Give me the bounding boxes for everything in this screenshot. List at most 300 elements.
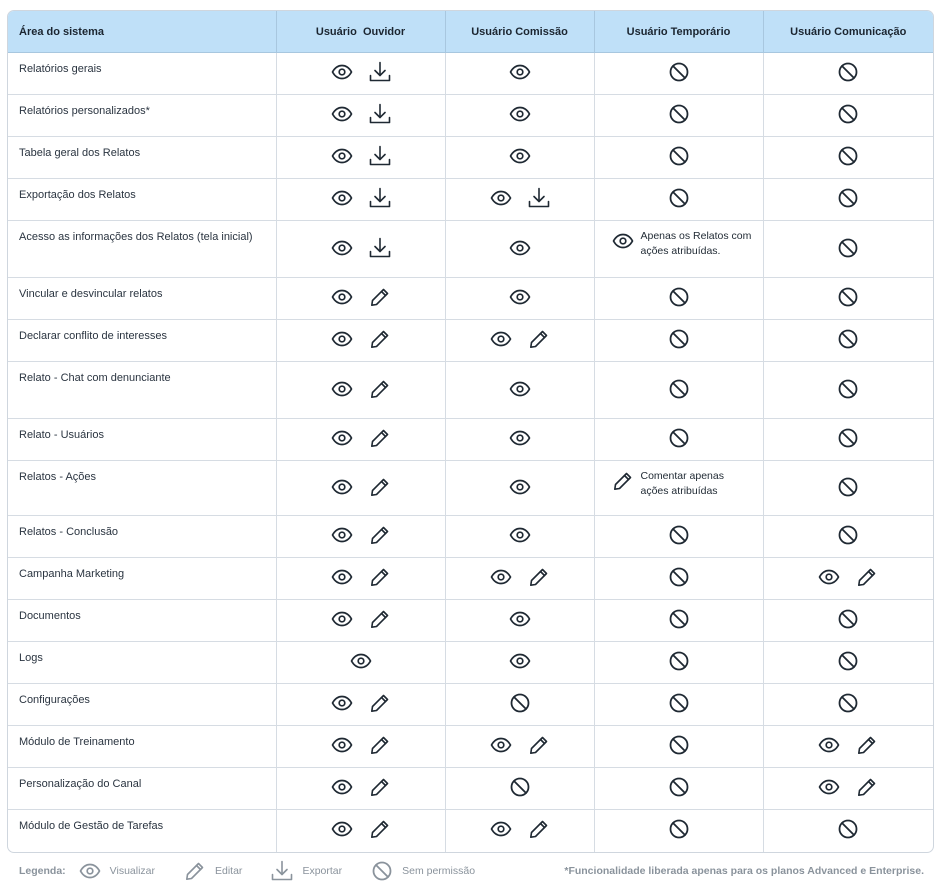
cell-temporario <box>594 179 763 221</box>
eye-icon <box>508 607 532 631</box>
cell-comissao <box>445 179 594 221</box>
permission-icons <box>667 102 691 126</box>
permission-icons <box>817 565 879 589</box>
permission-icons <box>330 285 392 309</box>
eye-icon <box>508 377 532 401</box>
permission-icons <box>508 426 532 450</box>
row-area-label: Vincular e desvincular relatos <box>8 278 276 320</box>
cell-comissao <box>445 810 594 852</box>
legend-export <box>270 859 342 883</box>
table-row <box>8 768 933 810</box>
eye-icon <box>508 60 532 84</box>
permission-icons <box>330 327 392 351</box>
permission-icons <box>508 475 532 499</box>
cell-temporario <box>594 362 763 419</box>
permission-icons <box>330 186 392 210</box>
permission-icons <box>836 607 860 631</box>
permission-icons <box>836 475 860 499</box>
eye-icon <box>508 102 532 126</box>
eye-icon <box>330 377 354 401</box>
cell-ouvidor <box>276 278 445 320</box>
row-area-label: Relato - Chat com denunciante <box>8 362 276 419</box>
cell-ouvidor <box>276 516 445 558</box>
pencil-icon <box>368 817 392 841</box>
permission-icons <box>836 102 860 126</box>
row-area-label: Relatos - Ações <box>8 461 276 516</box>
table-row <box>8 461 933 516</box>
eye-icon <box>330 565 354 589</box>
pencil-icon <box>368 733 392 757</box>
no-access-icon <box>508 775 532 799</box>
download-icon <box>368 60 392 84</box>
permission-note <box>595 221 763 259</box>
cell-comissao <box>445 137 594 179</box>
pencil-icon <box>527 327 551 351</box>
permission-icons <box>330 102 392 126</box>
header-comunicacao: Usuário Comunicação <box>763 11 933 53</box>
permission-icons <box>817 733 879 757</box>
permission-note <box>595 461 763 499</box>
permission-icons <box>667 691 691 715</box>
download-icon <box>368 144 392 168</box>
download-icon <box>368 186 392 210</box>
eye-icon <box>817 565 841 589</box>
permission-icons <box>330 236 392 260</box>
cell-temporario <box>594 600 763 642</box>
cell-comissao <box>445 726 594 768</box>
permission-icons <box>667 565 691 589</box>
cell-ouvidor <box>276 221 445 278</box>
table-row <box>8 320 933 362</box>
permission-icons <box>667 775 691 799</box>
cell-ouvidor <box>276 810 445 852</box>
cell-ouvidor <box>276 642 445 684</box>
permission-icons <box>489 327 551 351</box>
legend-edit <box>183 859 242 883</box>
row-area-label: Personalização do Canal <box>8 768 276 810</box>
cell-comunicacao <box>763 768 933 810</box>
eye-icon <box>489 565 513 589</box>
permission-icons <box>817 775 879 799</box>
pencil-icon <box>368 523 392 547</box>
cell-comunicacao <box>763 419 933 461</box>
permission-icons <box>489 817 551 841</box>
no-access-icon <box>667 144 691 168</box>
row-area-label: Declarar conflito de interesses <box>8 320 276 362</box>
no-access-icon <box>667 186 691 210</box>
table-row <box>8 53 933 95</box>
eye-icon <box>489 186 513 210</box>
no-access-icon <box>836 144 860 168</box>
pencil-icon <box>368 285 392 309</box>
permission-icons <box>667 377 691 401</box>
legend-title: Legenda: <box>19 865 66 877</box>
row-area-label: Módulo de Gestão de Tarefas <box>8 810 276 852</box>
cell-ouvidor <box>276 768 445 810</box>
legend <box>19 856 924 886</box>
table-row <box>8 600 933 642</box>
pencil-icon <box>368 327 392 351</box>
permission-icons <box>667 327 691 351</box>
cell-ouvidor <box>276 558 445 600</box>
eye-icon <box>508 426 532 450</box>
eye-icon <box>78 859 102 883</box>
header-temporario: Usuário Temporário <box>594 11 763 53</box>
permission-icons <box>667 733 691 757</box>
permission-icons <box>508 60 532 84</box>
cell-comissao <box>445 600 594 642</box>
no-access-icon <box>836 285 860 309</box>
permission-icons <box>489 733 551 757</box>
permission-icons <box>667 186 691 210</box>
permission-icons <box>836 144 860 168</box>
permission-icons <box>330 565 392 589</box>
cell-ouvidor <box>276 726 445 768</box>
no-access-icon <box>836 236 860 260</box>
cell-comunicacao <box>763 642 933 684</box>
no-access-icon <box>667 775 691 799</box>
pencil-icon <box>368 377 392 401</box>
eye-icon <box>508 475 532 499</box>
eye-icon <box>330 285 354 309</box>
permission-icons <box>508 102 532 126</box>
cell-temporario <box>594 810 763 852</box>
legend-view-label: Visualizar <box>109 865 155 877</box>
eye-icon <box>330 236 354 260</box>
cell-ouvidor <box>276 53 445 95</box>
cell-temporario <box>594 461 763 516</box>
no-access-icon <box>836 186 860 210</box>
cell-comissao <box>445 684 594 726</box>
legend-view <box>78 859 155 883</box>
cell-temporario <box>594 137 763 179</box>
cell-ouvidor <box>276 600 445 642</box>
permission-icons <box>836 186 860 210</box>
pencil-icon <box>527 733 551 757</box>
permission-icons <box>330 733 392 757</box>
permission-icons <box>330 523 392 547</box>
cell-comissao <box>445 362 594 419</box>
no-access-icon <box>836 607 860 631</box>
permission-icons <box>508 144 532 168</box>
cell-comunicacao <box>763 516 933 558</box>
cell-comissao <box>445 642 594 684</box>
no-access-icon <box>667 733 691 757</box>
table-row <box>8 179 933 221</box>
legend-edit-label: Editar <box>215 865 243 877</box>
row-area-label: Exportação dos Relatos <box>8 179 276 221</box>
permission-icons <box>508 649 532 673</box>
row-area-label: Relatos - Conclusão <box>8 516 276 558</box>
permission-icons <box>667 523 691 547</box>
no-access-icon <box>667 649 691 673</box>
cell-ouvidor <box>276 179 445 221</box>
cell-comissao <box>445 558 594 600</box>
pencil-icon <box>368 691 392 715</box>
permission-icons <box>508 285 532 309</box>
no-access-icon <box>836 523 860 547</box>
permission-icons <box>836 285 860 309</box>
pencil-icon <box>368 475 392 499</box>
table-row <box>8 278 933 320</box>
permission-icons <box>667 817 691 841</box>
eye-icon <box>330 60 354 84</box>
permission-icons <box>836 327 860 351</box>
eye-icon <box>508 144 532 168</box>
table-row <box>8 362 933 419</box>
eye-icon <box>330 426 354 450</box>
cell-comunicacao <box>763 726 933 768</box>
cell-comunicacao <box>763 810 933 852</box>
row-area-label: Configurações <box>8 684 276 726</box>
table-row <box>8 642 933 684</box>
cell-temporario <box>594 320 763 362</box>
download-icon <box>368 102 392 126</box>
permission-icons <box>330 60 392 84</box>
permission-icons <box>489 186 551 210</box>
download-icon <box>368 236 392 260</box>
no-access-icon <box>836 817 860 841</box>
no-access-icon <box>667 60 691 84</box>
cell-comunicacao <box>763 684 933 726</box>
eye-icon <box>330 691 354 715</box>
eye-icon <box>508 523 532 547</box>
permission-icons <box>836 691 860 715</box>
header-comissao: Usuário Comissão <box>445 11 594 53</box>
permission-icons <box>667 285 691 309</box>
table-row <box>8 419 933 461</box>
cell-temporario <box>594 278 763 320</box>
cell-temporario <box>594 726 763 768</box>
permission-icons <box>508 523 532 547</box>
permission-icons <box>836 649 860 673</box>
permission-icons <box>836 523 860 547</box>
no-access-icon <box>667 691 691 715</box>
eye-icon <box>508 649 532 673</box>
cell-comunicacao <box>763 362 933 419</box>
eye-icon <box>330 607 354 631</box>
pencil-icon <box>611 469 635 493</box>
cell-comunicacao <box>763 221 933 278</box>
permission-icons <box>836 377 860 401</box>
pencil-icon <box>368 426 392 450</box>
cell-temporario <box>594 53 763 95</box>
eye-icon <box>330 475 354 499</box>
permission-icons <box>330 817 392 841</box>
cell-comissao <box>445 320 594 362</box>
cell-comissao <box>445 221 594 278</box>
permission-icons <box>508 236 532 260</box>
header-ouvidor: Usuário Ouvidor <box>276 11 445 53</box>
permissions-table <box>8 11 933 852</box>
no-access-icon <box>667 285 691 309</box>
row-area-label: Campanha Marketing <box>8 558 276 600</box>
cell-comunicacao <box>763 600 933 642</box>
legend-none <box>370 859 475 883</box>
eye-icon <box>330 144 354 168</box>
permission-icons <box>508 775 532 799</box>
no-access-icon <box>370 859 394 883</box>
permission-icons <box>330 775 392 799</box>
row-area-label: Logs <box>8 642 276 684</box>
pencil-icon <box>368 607 392 631</box>
header-area: Área do sistema <box>8 11 276 53</box>
cell-comissao <box>445 278 594 320</box>
no-access-icon <box>836 649 860 673</box>
table-row <box>8 137 933 179</box>
permission-note-text: Apenas os Relatos com ações atribuídas. <box>640 230 752 257</box>
cell-comissao <box>445 53 594 95</box>
cell-temporario <box>594 419 763 461</box>
permission-icons <box>330 607 392 631</box>
cell-comissao <box>445 95 594 137</box>
download-icon <box>527 186 551 210</box>
cell-temporario <box>594 642 763 684</box>
cell-comunicacao <box>763 278 933 320</box>
eye-icon <box>330 102 354 126</box>
pencil-icon <box>183 859 207 883</box>
permission-icons <box>330 144 392 168</box>
row-area-label: Tabela geral dos Relatos <box>8 137 276 179</box>
eye-icon <box>330 523 354 547</box>
no-access-icon <box>836 327 860 351</box>
cell-comissao <box>445 768 594 810</box>
table-header-row <box>8 11 933 53</box>
eye-icon <box>817 775 841 799</box>
eye-icon <box>611 229 635 253</box>
cell-comunicacao <box>763 558 933 600</box>
no-access-icon <box>667 523 691 547</box>
cell-comissao <box>445 461 594 516</box>
table-row <box>8 810 933 852</box>
pencil-icon <box>855 733 879 757</box>
no-access-icon <box>667 426 691 450</box>
footnote: *Funcionalidade liberada apenas para os planos Advanced e Enterprise. <box>564 865 924 877</box>
no-access-icon <box>667 817 691 841</box>
no-access-icon <box>836 475 860 499</box>
pencil-icon <box>855 565 879 589</box>
cell-comunicacao <box>763 179 933 221</box>
pencil-icon <box>527 817 551 841</box>
table-row <box>8 726 933 768</box>
row-area-label: Relatórios gerais <box>19 63 102 75</box>
row-area-label: Relato - Usuários <box>8 419 276 461</box>
permission-icons <box>836 236 860 260</box>
eye-icon <box>489 327 513 351</box>
eye-icon <box>508 285 532 309</box>
cell-ouvidor <box>276 95 445 137</box>
permission-icons <box>508 377 532 401</box>
cell-ouvidor <box>276 320 445 362</box>
cell-temporario <box>594 684 763 726</box>
permission-icons <box>508 691 532 715</box>
pencil-icon <box>855 775 879 799</box>
eye-icon <box>330 186 354 210</box>
cell-comunicacao <box>763 320 933 362</box>
cell-temporario <box>594 221 763 278</box>
no-access-icon <box>836 426 860 450</box>
legend-export-label: Exportar <box>302 865 343 877</box>
permission-note-text: Comentar apenas ações atribuídas <box>640 470 724 497</box>
permission-icons <box>330 475 392 499</box>
permission-icons <box>667 144 691 168</box>
row-area-label: Módulo de Treinamento <box>8 726 276 768</box>
no-access-icon <box>667 565 691 589</box>
cell-comissao <box>445 419 594 461</box>
eye-icon <box>349 649 373 673</box>
cell-comunicacao <box>763 53 933 95</box>
eye-icon <box>330 817 354 841</box>
permission-icons <box>836 60 860 84</box>
permission-icons <box>667 60 691 84</box>
table-row <box>8 221 933 278</box>
no-access-icon <box>508 691 532 715</box>
cell-comunicacao <box>763 461 933 516</box>
cell-ouvidor <box>276 362 445 419</box>
row-area-label: Relatórios personalizados* <box>8 95 276 137</box>
permission-icons <box>330 426 392 450</box>
no-access-icon <box>836 102 860 126</box>
no-access-icon <box>836 60 860 84</box>
row-area-label: Documentos <box>8 600 276 642</box>
cell-ouvidor <box>276 461 445 516</box>
pencil-icon <box>368 565 392 589</box>
pencil-icon <box>527 565 551 589</box>
cell-comunicacao <box>763 137 933 179</box>
no-access-icon <box>667 327 691 351</box>
pencil-icon <box>368 775 392 799</box>
eye-icon <box>489 817 513 841</box>
no-access-icon <box>836 691 860 715</box>
row-area-label: Acesso as informações dos Relatos (tela inicial) <box>8 221 276 278</box>
cell-comunicacao <box>763 95 933 137</box>
no-access-icon <box>667 102 691 126</box>
cell-ouvidor <box>276 419 445 461</box>
cell-ouvidor <box>276 137 445 179</box>
permission-icons <box>667 649 691 673</box>
cell-temporario <box>594 516 763 558</box>
table-row <box>8 95 933 137</box>
legend-none-label: Sem permissão <box>402 865 476 877</box>
permission-icons <box>508 607 532 631</box>
permission-icons <box>667 607 691 631</box>
permission-icons <box>667 426 691 450</box>
permission-icons <box>836 426 860 450</box>
no-access-icon <box>667 607 691 631</box>
eye-icon <box>489 733 513 757</box>
cell-temporario <box>594 95 763 137</box>
eye-icon <box>330 775 354 799</box>
eye-icon <box>508 236 532 260</box>
table-row <box>8 684 933 726</box>
table-row <box>8 516 933 558</box>
cell-temporario <box>594 558 763 600</box>
eye-icon <box>330 327 354 351</box>
eye-icon <box>817 733 841 757</box>
table-row <box>8 558 933 600</box>
download-icon <box>270 859 294 883</box>
permission-icons <box>330 691 392 715</box>
cell-temporario <box>594 768 763 810</box>
no-access-icon <box>836 377 860 401</box>
permission-icons <box>330 377 392 401</box>
no-access-icon <box>667 377 691 401</box>
permission-icons <box>489 565 551 589</box>
permissions-table-card <box>7 10 934 853</box>
permission-icons <box>349 649 373 673</box>
permission-icons <box>836 817 860 841</box>
cell-ouvidor <box>276 684 445 726</box>
